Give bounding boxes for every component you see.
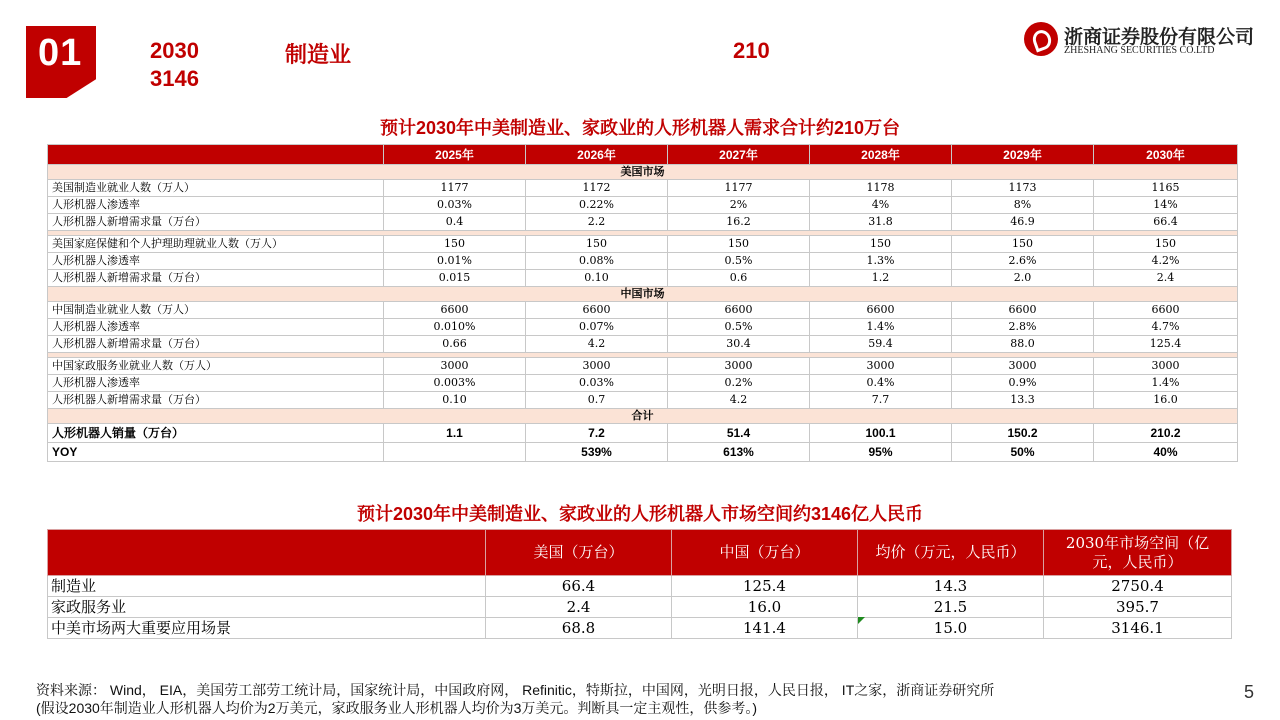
table-row <box>48 392 1238 409</box>
value-cell: 0.10 <box>384 392 526 409</box>
header-year: 2030 <box>150 38 199 63</box>
value-cell: 1177 <box>384 180 526 197</box>
value-cell: 7.2 <box>526 424 668 443</box>
value-cell: 0.01% <box>384 253 526 270</box>
value-cell: 6600 <box>668 302 810 319</box>
value-cell: 0.6 <box>668 270 810 287</box>
section-header-row <box>48 409 1238 424</box>
demand-table-header <box>48 145 1238 165</box>
value-cell: 59.4 <box>810 336 952 353</box>
table-row <box>48 302 1238 319</box>
logo-chinese-name: 浙商证券股份有限公司 <box>1064 27 1255 48</box>
value-cell: 0.66 <box>384 336 526 353</box>
value-cell: 0.10 <box>526 270 668 287</box>
row-label: 人形机器人渗透率 <box>48 197 384 214</box>
value-cell: 141.4 <box>672 618 858 639</box>
value-cell: 40% <box>1094 443 1238 462</box>
value-cell <box>384 443 526 462</box>
value-cell: 0.22% <box>526 197 668 214</box>
row-label: 人形机器人新增需求量（万台） <box>48 270 384 287</box>
value-cell: 88.0 <box>952 336 1094 353</box>
value-cell: 6600 <box>526 302 668 319</box>
value-cell: 0.03% <box>384 197 526 214</box>
section-header-row-cell: 中国市场 <box>48 287 1238 302</box>
row-label: 人形机器人销量（万台） <box>48 424 384 443</box>
value-cell: 6600 <box>952 302 1094 319</box>
table-row <box>48 336 1238 353</box>
value-cell: 3000 <box>1094 358 1238 375</box>
value-cell: 2.6% <box>952 253 1094 270</box>
table-row <box>48 618 1232 639</box>
table1-title: 预计2030年中美制造业、家政业的人形机器人需求合计约210万台 <box>379 118 901 138</box>
value-cell: 3000 <box>952 358 1094 375</box>
logo-mark-icon <box>1024 22 1058 56</box>
value-cell: 1177 <box>668 180 810 197</box>
value-cell: 14.3 <box>858 576 1044 597</box>
value-cell: 0.010% <box>384 319 526 336</box>
value-cell: 150 <box>384 236 526 253</box>
footnote-assumption: (假设2030年制造业人形机器人均价为2万美元，家政服务业人形机器人均价为3万美元。判断具一定主观性，供参考。) <box>36 700 758 716</box>
table-row <box>48 180 1238 197</box>
value-cell: 0.2% <box>668 375 810 392</box>
market-size-table-header <box>48 530 1232 576</box>
section-header-row-cell: 美国市场 <box>48 165 1238 180</box>
header-demand-value: 210 <box>733 38 770 63</box>
year-header: 2027年 <box>668 145 810 165</box>
value-cell: 613% <box>668 443 810 462</box>
value-cell: 1.4% <box>810 319 952 336</box>
value-cell: 0.03% <box>526 375 668 392</box>
row-label: 中美市场两大重要应用场景 <box>48 618 486 639</box>
row-label: YOY <box>48 443 384 462</box>
row-label: 美国制造业就业人数（万人） <box>48 180 384 197</box>
value-cell: 16.0 <box>672 597 858 618</box>
value-cell: 0.5% <box>668 253 810 270</box>
value-cell: 0.7 <box>526 392 668 409</box>
value-cell: 150 <box>810 236 952 253</box>
value-cell: 2% <box>668 197 810 214</box>
value-cell: 125.4 <box>1094 336 1238 353</box>
value-cell: 1165 <box>1094 180 1238 197</box>
header-cell-us: 美国（万台） <box>486 530 672 576</box>
year-header: 2025年 <box>384 145 526 165</box>
value-cell: 0.4% <box>810 375 952 392</box>
table-row <box>48 236 1238 253</box>
value-cell: 1.4% <box>1094 375 1238 392</box>
value-cell: 95% <box>810 443 952 462</box>
market-size-table-body <box>48 576 1232 639</box>
header-total-value: 3146 <box>150 66 199 91</box>
year-header: 2028年 <box>810 145 952 165</box>
value-cell: 2.8% <box>952 319 1094 336</box>
footnote-sources: 资料来源： Wind， EIA，美国劳工部劳工统计局，国家统计局，中国政府网， Refinitic，特斯拉，中国网，光明日报，人民日报， IT之家，浙商证券研究所 <box>36 682 995 698</box>
value-cell: 46.9 <box>952 214 1094 231</box>
value-cell: 3000 <box>526 358 668 375</box>
value-cell: 1.3% <box>810 253 952 270</box>
value-cell: 21.5 <box>858 597 1044 618</box>
row-label: 人形机器人渗透率 <box>48 375 384 392</box>
header-cell-empty <box>48 145 384 165</box>
value-cell: 4.7% <box>1094 319 1238 336</box>
value-cell: 0.003% <box>384 375 526 392</box>
value-cell: 210.2 <box>1094 424 1238 443</box>
company-logo <box>1024 22 1255 62</box>
demand-table <box>47 144 1238 462</box>
value-cell: 0.5% <box>668 319 810 336</box>
value-cell: 51.4 <box>668 424 810 443</box>
market-size-table <box>47 529 1232 639</box>
value-cell: 16.2 <box>668 214 810 231</box>
logo-english-name: ZHESHANG SECURITIES CO.LTD <box>1064 45 1215 56</box>
row-label: 美国家庭保健和个人护理助理就业人数（万人） <box>48 236 384 253</box>
value-cell: 0.08% <box>526 253 668 270</box>
table-row <box>48 197 1238 214</box>
value-cell: 6600 <box>810 302 952 319</box>
value-cell: 395.7 <box>1044 597 1232 618</box>
header-industry: 制造业 <box>285 42 352 67</box>
value-cell: 2.0 <box>952 270 1094 287</box>
value-cell: 2750.4 <box>1044 576 1232 597</box>
cell-comment-marker-icon <box>858 617 865 624</box>
table-row <box>48 253 1238 270</box>
value-cell: 16.0 <box>1094 392 1238 409</box>
value-cell: 150 <box>668 236 810 253</box>
row-label: 人形机器人新增需求量（万台） <box>48 214 384 231</box>
value-cell: 100.1 <box>810 424 952 443</box>
row-label: 中国制造业就业人数（万人） <box>48 302 384 319</box>
value-cell: 2.4 <box>1094 270 1238 287</box>
value-cell: 150.2 <box>952 424 1094 443</box>
value-cell: 14% <box>1094 197 1238 214</box>
header-cell-china: 中国（万台） <box>672 530 858 576</box>
demand-table-body <box>48 165 1238 462</box>
value-cell: 7.7 <box>810 392 952 409</box>
year-header: 2026年 <box>526 145 668 165</box>
value-cell: 3000 <box>668 358 810 375</box>
value-cell: 50% <box>952 443 1094 462</box>
table-row <box>48 597 1232 618</box>
section-number: 01 <box>38 32 83 74</box>
value-cell: 1.1 <box>384 424 526 443</box>
value-cell: 15.0 <box>858 618 1044 639</box>
value-cell: 66.4 <box>1094 214 1238 231</box>
value-cell: 150 <box>526 236 668 253</box>
header-cell-market-size: 2030年市场空间（亿元，人民币） <box>1044 530 1232 576</box>
section-header-row <box>48 287 1238 302</box>
value-cell: 0.9% <box>952 375 1094 392</box>
section-header-row <box>48 165 1238 180</box>
row-label: 家政服务业 <box>48 597 486 618</box>
value-cell: 0.015 <box>384 270 526 287</box>
year-header: 2029年 <box>952 145 1094 165</box>
value-cell: 150 <box>1094 236 1238 253</box>
value-cell: 13.3 <box>952 392 1094 409</box>
header-cell-empty <box>48 530 486 576</box>
table2-title: 预计2030年中美制造业、家政业的人形机器人市场空间约3146亿人民币 <box>356 504 924 524</box>
value-cell: 31.8 <box>810 214 952 231</box>
value-cell: 150 <box>952 236 1094 253</box>
value-cell: 4% <box>810 197 952 214</box>
value-cell: 539% <box>526 443 668 462</box>
total-row <box>48 424 1238 443</box>
row-label: 人形机器人渗透率 <box>48 319 384 336</box>
value-cell: 4.2% <box>1094 253 1238 270</box>
value-cell: 3146.1 <box>1044 618 1232 639</box>
page-number: 5 <box>1244 682 1255 702</box>
section-header-row-cell: 合计 <box>48 409 1238 424</box>
value-cell: 3000 <box>384 358 526 375</box>
value-cell: 6600 <box>384 302 526 319</box>
value-cell: 2.2 <box>526 214 668 231</box>
total-row <box>48 443 1238 462</box>
year-header: 2030年 <box>1094 145 1238 165</box>
value-cell: 66.4 <box>486 576 672 597</box>
value-cell: 68.8 <box>486 618 672 639</box>
value-cell: 30.4 <box>668 336 810 353</box>
value-cell: 0.4 <box>384 214 526 231</box>
value-cell: 1.2 <box>810 270 952 287</box>
row-label: 人形机器人新增需求量（万台） <box>48 336 384 353</box>
value-cell: 8% <box>952 197 1094 214</box>
value-cell: 0.07% <box>526 319 668 336</box>
value-cell: 1178 <box>810 180 952 197</box>
row-label: 中国家政服务业就业人数（万人） <box>48 358 384 375</box>
table-row <box>48 270 1238 287</box>
value-cell: 4.2 <box>526 336 668 353</box>
table-row <box>48 214 1238 231</box>
value-cell: 4.2 <box>668 392 810 409</box>
table-row <box>48 319 1238 336</box>
row-label: 人形机器人新增需求量（万台） <box>48 392 384 409</box>
row-label: 制造业 <box>48 576 486 597</box>
table-row <box>48 576 1232 597</box>
value-cell: 1173 <box>952 180 1094 197</box>
value-cell: 1172 <box>526 180 668 197</box>
value-cell: 6600 <box>1094 302 1238 319</box>
value-cell: 3000 <box>810 358 952 375</box>
value-cell: 2.4 <box>486 597 672 618</box>
row-label: 人形机器人渗透率 <box>48 253 384 270</box>
table-row <box>48 375 1238 392</box>
value-cell: 125.4 <box>672 576 858 597</box>
header-cell-avg-price: 均价（万元，人民币） <box>858 530 1044 576</box>
table-row <box>48 358 1238 375</box>
